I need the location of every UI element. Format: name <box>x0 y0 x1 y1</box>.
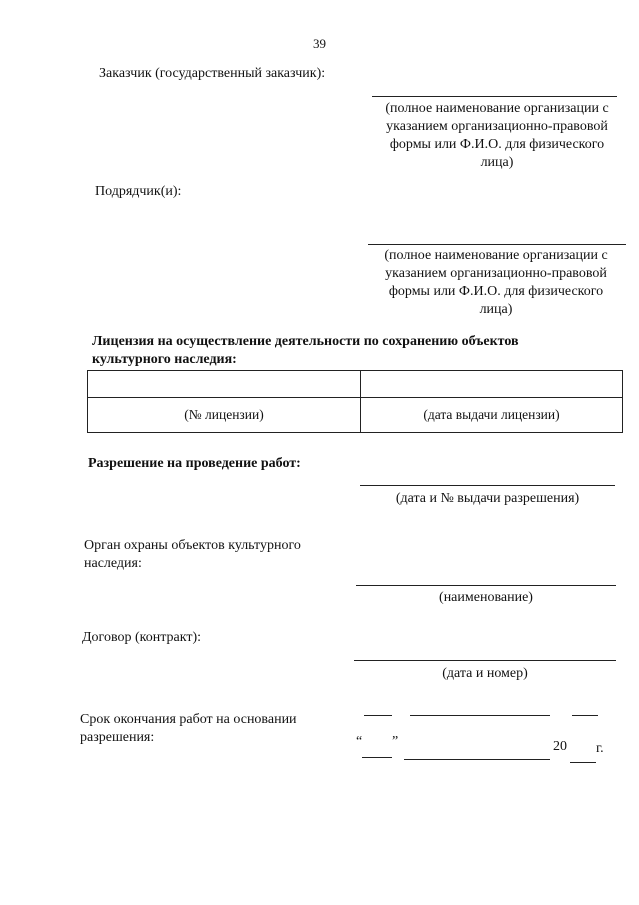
contractor-caption <box>362 247 630 319</box>
license-number-caption: (№ лицензии) <box>88 398 361 433</box>
deadline-month-line[interactable] <box>404 759 550 760</box>
deadline-year-suffix: г. <box>596 741 604 756</box>
license-date-caption: (дата выдачи лицензии) <box>361 398 623 433</box>
authority-caption: (наименование) <box>439 590 533 605</box>
license-heading-line: культурного наследия: <box>92 352 237 367</box>
contractor-label: Подрядчик(и): <box>95 184 182 199</box>
deadline-label-line: Срок окончания работ на основании <box>80 712 297 727</box>
contractor-caption-line: (полное наименование организации с <box>384 248 608 263</box>
customer-caption-line: (полное наименование организации с <box>385 101 609 116</box>
authority-line <box>356 585 616 586</box>
deadline-top-line-day <box>364 715 392 716</box>
license-table-row <box>88 398 623 433</box>
contractor-caption-line: лица) <box>479 302 513 317</box>
customer-caption-line: формы или Ф.И.О. для физического <box>389 137 605 152</box>
authority-label <box>84 537 301 573</box>
contractor-caption-line: формы или Ф.И.О. для физического <box>388 284 604 299</box>
deadline-top-line-year <box>572 715 598 716</box>
permit-line <box>360 485 615 486</box>
contractor-signature-line <box>368 244 626 245</box>
deadline-day-line[interactable] <box>362 757 392 758</box>
customer-caption-line: лица) <box>480 155 514 170</box>
license-heading-line: Лицензия на осуществление деятельности по сохранению объектов <box>92 334 519 349</box>
customer-signature-line <box>372 96 617 97</box>
contract-label: Договор (контракт): <box>82 630 201 645</box>
deadline-close-quote: ” <box>392 734 399 749</box>
deadline-year-prefix: 20 <box>553 739 567 754</box>
authority-label-line: Орган охраны объектов культурного <box>84 538 301 553</box>
deadline-top-line-month <box>410 715 550 716</box>
contract-caption: (дата и номер) <box>442 666 528 681</box>
deadline-year-line[interactable] <box>570 762 596 763</box>
authority-label-line: наследия: <box>84 556 142 571</box>
contract-line <box>354 660 616 661</box>
contractor-caption-line: указанием организационно-правовой <box>385 266 607 281</box>
deadline-label <box>80 711 297 747</box>
license-heading <box>92 333 519 369</box>
deadline-label-line: разрешения: <box>80 730 155 745</box>
license-table <box>87 370 623 433</box>
permit-caption: (дата и № выдачи разрешения) <box>395 491 580 506</box>
customer-caption-line: указанием организационно-правовой <box>386 119 608 134</box>
deadline-open-quote: “ <box>356 734 363 749</box>
customer-label: Заказчик (государственный заказчик): <box>99 66 326 81</box>
license-table-row <box>88 371 623 398</box>
page-number: 39 <box>313 36 326 51</box>
license-date-cell[interactable] <box>361 371 623 398</box>
permit-label: Разрешение на проведение работ: <box>88 456 301 471</box>
customer-caption <box>366 100 628 172</box>
license-number-cell[interactable] <box>88 371 361 398</box>
